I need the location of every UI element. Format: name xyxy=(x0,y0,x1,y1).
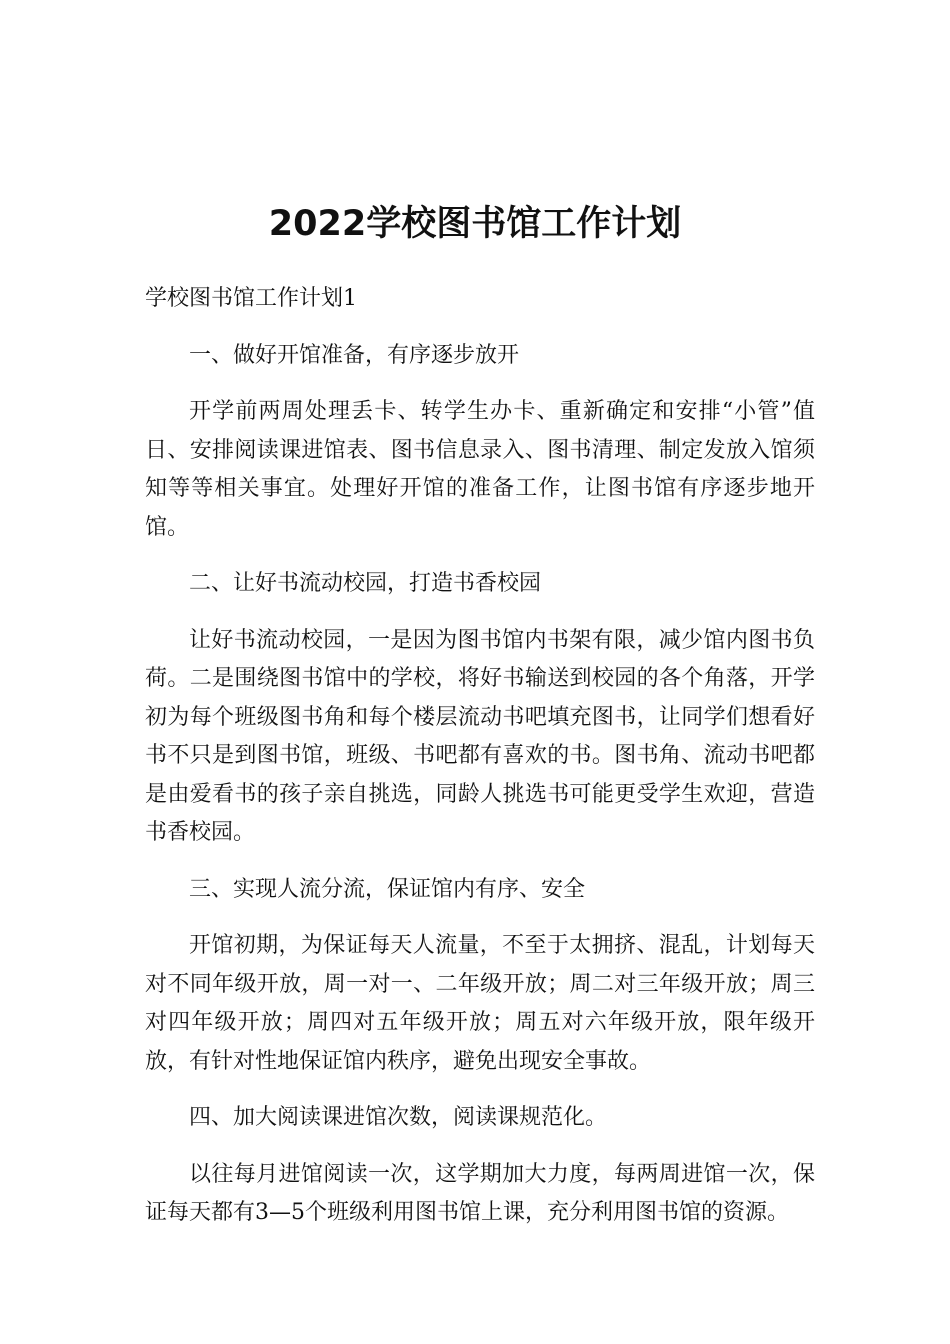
section-heading-1: 一、做好开馆准备，有序逐步放开 xyxy=(189,342,520,368)
section-body-1: 开学前两周处理丢卡、转学生办卡、重新确定和安排“小管”值日、安排阅读课进馆表、图书信息录入、图书清理、制定发放入馆须知等等相关事宜。处理好开馆的准备工作，让图书馆有序逐步地开馆。 xyxy=(145,399,815,540)
section-body-3: 开馆初期，为保证每天人流量，不至于太拥挤、混乱，计划每天对不同年级开放，周一对一、二年级开放；周二对三年级开放；周三对四年级开放；周四对五年级开放；周五对六年级开放，限年级开放，有针对性地保证馆内秩序，避免出现安全事故。 xyxy=(145,933,815,1074)
section-body-2: 让好书流动校园，一是因为图书馆内书架有限，减少馆内图书负荷。二是围绕图书馆中的学校，将好书输送到校园的各个角落，开学初为每个班级图书角和每个楼层流动书吧填充图书，让同学们想看好书不只是到图书馆，班级、书吧都有喜欢的书。图书角、流动书吧都是由爱看书的孩子亲自挑选，同龄人挑选书可能更受学生欢迎，营造书香校园。 xyxy=(145,627,815,845)
section-heading-2: 二、让好书流动校园，打造书香校园 xyxy=(189,571,542,596)
section-heading-3: 三、实现人流分流，保证馆内有序、安全 xyxy=(189,876,586,902)
document-subtitle: 学校图书馆工作计划1 xyxy=(145,286,357,311)
document-title: 2022学校图书馆工作计划 xyxy=(268,204,682,244)
document-body xyxy=(145,280,815,1233)
section-body-4: 以往每月进馆阅读一次，这学期加大力度，每两周进馆一次，保证每天都有3—5个班级利用图书馆上课，充分利用图书馆的资源。 xyxy=(145,1161,815,1225)
section-heading-4: 四、加大阅读课进馆次数，阅读课规范化。 xyxy=(189,1105,608,1130)
